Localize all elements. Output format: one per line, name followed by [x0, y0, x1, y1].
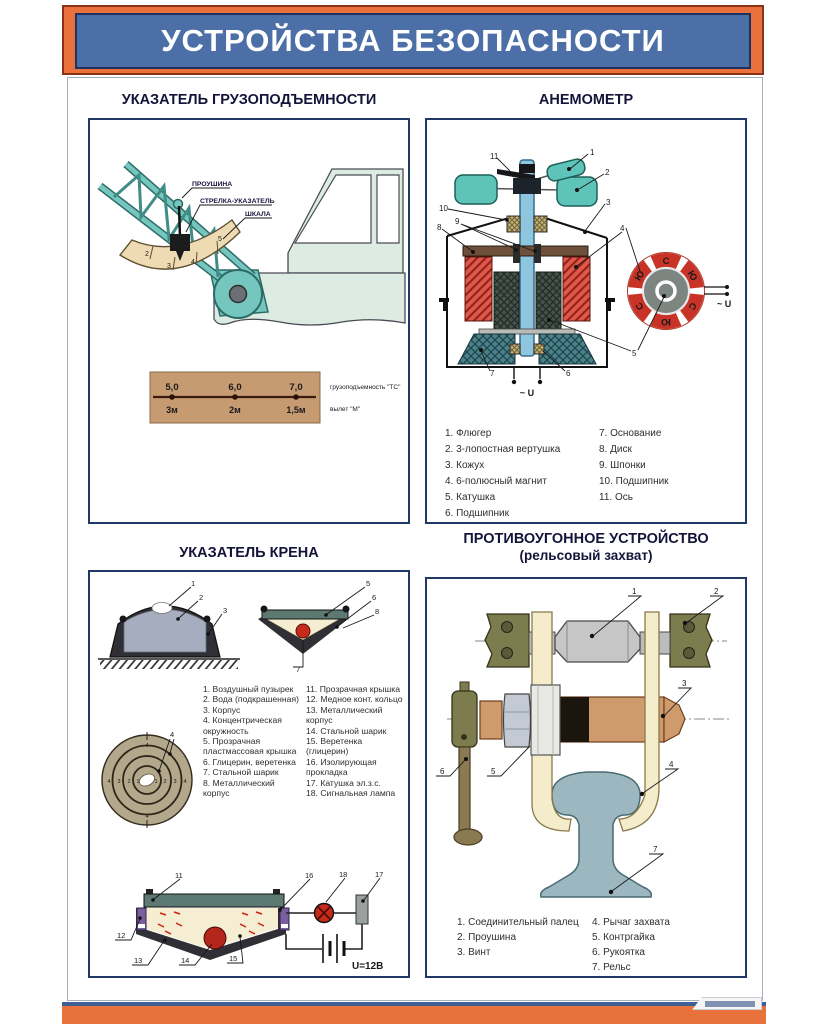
svg-text:5: 5	[491, 767, 496, 776]
label-scale: ШКАЛА	[245, 211, 271, 218]
svg-text:3: 3	[117, 779, 121, 785]
svg-text:2: 2	[199, 593, 204, 602]
svg-text:8: 8	[375, 607, 380, 616]
svg-text:10: 10	[439, 204, 448, 213]
svg-text:9: 9	[455, 217, 460, 226]
voltage-label: ~ U	[717, 299, 732, 309]
arc-number: 3	[167, 263, 171, 270]
list-item: 3. Кожух	[445, 460, 485, 471]
svg-text:7: 7	[296, 665, 301, 674]
svg-text:5: 5	[366, 579, 371, 588]
tilt-parts-col1	[203, 684, 302, 798]
list-item: 16. Изолирующая прокладка	[306, 756, 377, 778]
svg-text:1: 1	[632, 587, 637, 596]
list-item: 6. Подшипник	[445, 508, 509, 519]
label-lug: ПРОУШИНА	[192, 181, 233, 188]
svg-text:1: 1	[191, 579, 196, 588]
battery	[323, 934, 344, 963]
list-item: 6. Глицерин, веретенка	[203, 756, 296, 767]
relay-coil	[356, 895, 368, 924]
svg-text:3: 3	[682, 679, 687, 688]
svg-text:17: 17	[375, 870, 384, 879]
core-right	[536, 272, 561, 331]
publisher-logo-mark	[705, 1001, 755, 1007]
list-item: 7. Основание	[599, 428, 662, 439]
lug-left	[485, 614, 529, 667]
svg-text:3: 3	[606, 198, 611, 207]
svg-text:3: 3	[173, 779, 177, 785]
list-item: 8. Диск	[599, 444, 632, 455]
bottom-orange-strip	[62, 1006, 766, 1024]
rotor-hub	[513, 178, 541, 194]
capacity-value: 7,0	[289, 382, 303, 393]
svg-text:11: 11	[490, 152, 499, 161]
list-item: 4. Концентрическая окружность	[203, 715, 282, 736]
svg-text:6: 6	[566, 369, 571, 378]
capacity-value: 6,0	[228, 382, 242, 393]
reach-label: вылет "М"	[330, 406, 361, 413]
list-item: 2. Проушина	[457, 932, 517, 943]
list-item: 3. Винт	[457, 947, 491, 958]
list-item: 3. Корпус	[203, 704, 241, 715]
locknut-washer	[504, 685, 561, 755]
svg-text:4: 4	[145, 743, 149, 749]
list-item: 9. Шпонки	[599, 460, 646, 471]
base-cone-left	[458, 334, 515, 364]
svg-text:11: 11	[175, 871, 183, 880]
list-item: 10. Подшипник	[599, 476, 669, 487]
list-item: 1. Воздушный пузырек	[203, 684, 294, 694]
crane-diagram	[90, 120, 408, 522]
poster-title: УСТРОЙСТВА БЕЗОПАСНОСТИ	[161, 23, 665, 58]
pole-letter: С	[662, 256, 670, 267]
svg-text:4: 4	[620, 224, 625, 233]
dome-level	[98, 579, 240, 669]
pole-letter: Ю	[632, 269, 648, 283]
reach-value: 1,5м	[286, 405, 306, 415]
load-scale-bar	[150, 372, 401, 423]
capacity-value: 5,0	[165, 382, 179, 393]
rail-parts-col2	[592, 915, 722, 975]
list-item: 12. Медное конт. кольцо	[306, 694, 403, 705]
v-vessel	[258, 579, 379, 674]
svg-text:5: 5	[632, 349, 637, 358]
tilt-parts-col2	[306, 684, 406, 798]
signal-circuit	[115, 870, 383, 972]
svg-text:2: 2	[605, 168, 610, 177]
key	[534, 244, 541, 263]
list-item: 5. Контргайка	[592, 932, 655, 943]
reach-value: 3м	[166, 405, 178, 415]
panel-anemometer	[425, 118, 747, 524]
handle	[452, 682, 482, 845]
top-bearing	[507, 216, 520, 232]
list-item: 18. Сигнальная лампа	[306, 788, 396, 799]
svg-text:7: 7	[653, 845, 658, 854]
svg-text:12: 12	[117, 931, 126, 940]
lug-right	[670, 614, 712, 667]
ground-hatch	[100, 660, 238, 669]
svg-text:6: 6	[440, 767, 445, 776]
list-item: 1. Соединительный палец	[457, 917, 579, 928]
list-item: 2. 3-лопостная вертушка	[445, 444, 561, 455]
publisher-logo	[692, 997, 762, 1010]
panel-tilt-indicator	[88, 570, 410, 978]
pole-letter: С	[633, 300, 647, 312]
air-bubble	[152, 603, 172, 614]
key	[513, 244, 520, 263]
coil-left	[465, 257, 492, 321]
top-bearing	[534, 216, 547, 232]
svg-text:4: 4	[669, 760, 674, 769]
rail-profile	[541, 772, 652, 897]
panel-rail-grip	[425, 577, 747, 978]
list-item: 15. Веретенка (глицерин)	[306, 736, 363, 757]
list-item: 1. Флюгер	[445, 428, 492, 439]
rail-parts-col1	[457, 915, 579, 960]
svg-text:2: 2	[714, 587, 719, 596]
list-item: 4. Рычаг захвата	[592, 917, 670, 928]
subheading-rail-grip: (рельсовый захват)	[519, 548, 653, 563]
svg-text:3: 3	[223, 606, 228, 615]
svg-text:7: 7	[490, 369, 495, 378]
svg-text:1: 1	[136, 779, 140, 785]
svg-text:4: 4	[107, 779, 111, 785]
magnet-disk	[628, 253, 732, 330]
list-item: 6. Рукоятка	[592, 947, 645, 958]
list-item: 8. Металлический корпус	[203, 777, 275, 799]
steel-ball	[204, 927, 226, 949]
arc-number: 4	[191, 259, 195, 266]
svg-text:6: 6	[372, 593, 377, 602]
pole-letter: С	[685, 300, 699, 312]
svg-text:13: 13	[134, 956, 143, 965]
concentric-disk	[102, 730, 192, 828]
bottom-bearing	[510, 344, 520, 354]
svg-text:4: 4	[183, 779, 187, 785]
core-left	[494, 272, 519, 331]
bottom-bearing	[534, 344, 544, 354]
thread-section	[560, 697, 589, 742]
svg-text:16: 16	[305, 871, 314, 880]
arc-number: 5	[218, 236, 222, 243]
voltage-label: ~ U	[519, 388, 535, 398]
svg-text:15: 15	[229, 954, 238, 963]
svg-text:14: 14	[181, 956, 190, 965]
list-item: 11. Прозрачная крышка	[306, 684, 401, 694]
heading-rail-grip: ПРОТИВОУГОННОЕ УСТРОЙСТВО	[463, 531, 709, 547]
disk-callout: 4	[170, 730, 175, 739]
list-item: 7. Рельс	[592, 962, 631, 973]
list-item: 5. Прозрачная пластмассовая крышка	[203, 736, 297, 757]
heading-load-indicator: УКАЗАТЕЛЬ ГРУЗОПОДЪЕМНОСТИ	[121, 92, 377, 108]
svg-text:1: 1	[590, 148, 595, 157]
list-item: 2. Вода (подкрашенная)	[203, 694, 299, 705]
anemometer-parts-col1	[445, 426, 597, 522]
svg-text:2: 2	[127, 779, 131, 785]
svg-text:1: 1	[154, 779, 158, 785]
capacity-label: грузоподъемность "ТС"	[330, 384, 401, 391]
title-banner	[75, 13, 751, 69]
list-item: 14. Стальной шарик	[306, 725, 387, 736]
heading-anemometer: АНЕМОМЕТР	[538, 92, 634, 108]
svg-text:8: 8	[437, 223, 442, 232]
supply-terminals	[512, 367, 542, 398]
base-cone-right	[539, 334, 596, 364]
steel-ball	[296, 624, 310, 638]
svg-text:2: 2	[163, 779, 167, 785]
pole-letter: Ю	[661, 316, 671, 327]
reach-value: 2м	[229, 405, 241, 415]
svg-text:18: 18	[339, 870, 348, 879]
arc-number: 2	[145, 251, 149, 258]
list-item: 11. Ось	[599, 492, 633, 503]
list-item: 17. Катушка эл.з.с.	[306, 777, 381, 788]
anemometer-parts-col2	[599, 426, 739, 506]
svg-text:4: 4	[145, 814, 149, 820]
list-item: 5. Катушка	[445, 492, 496, 503]
label-pointer: СТРЕЛКА-УКАЗАТЕЛЬ	[200, 198, 275, 205]
list-item: 7. Стальной шарик	[203, 767, 279, 778]
list-item: 4. 6-полюсный магнит	[445, 476, 547, 487]
panel-load-indicator	[88, 118, 410, 524]
pole-letter: Ю	[684, 269, 700, 283]
list-item: 13. Металлический корпус	[306, 704, 383, 726]
voltage-label: U=12В	[352, 961, 384, 972]
heading-tilt-indicator: УКАЗАТЕЛЬ КРЕНА	[179, 545, 319, 561]
